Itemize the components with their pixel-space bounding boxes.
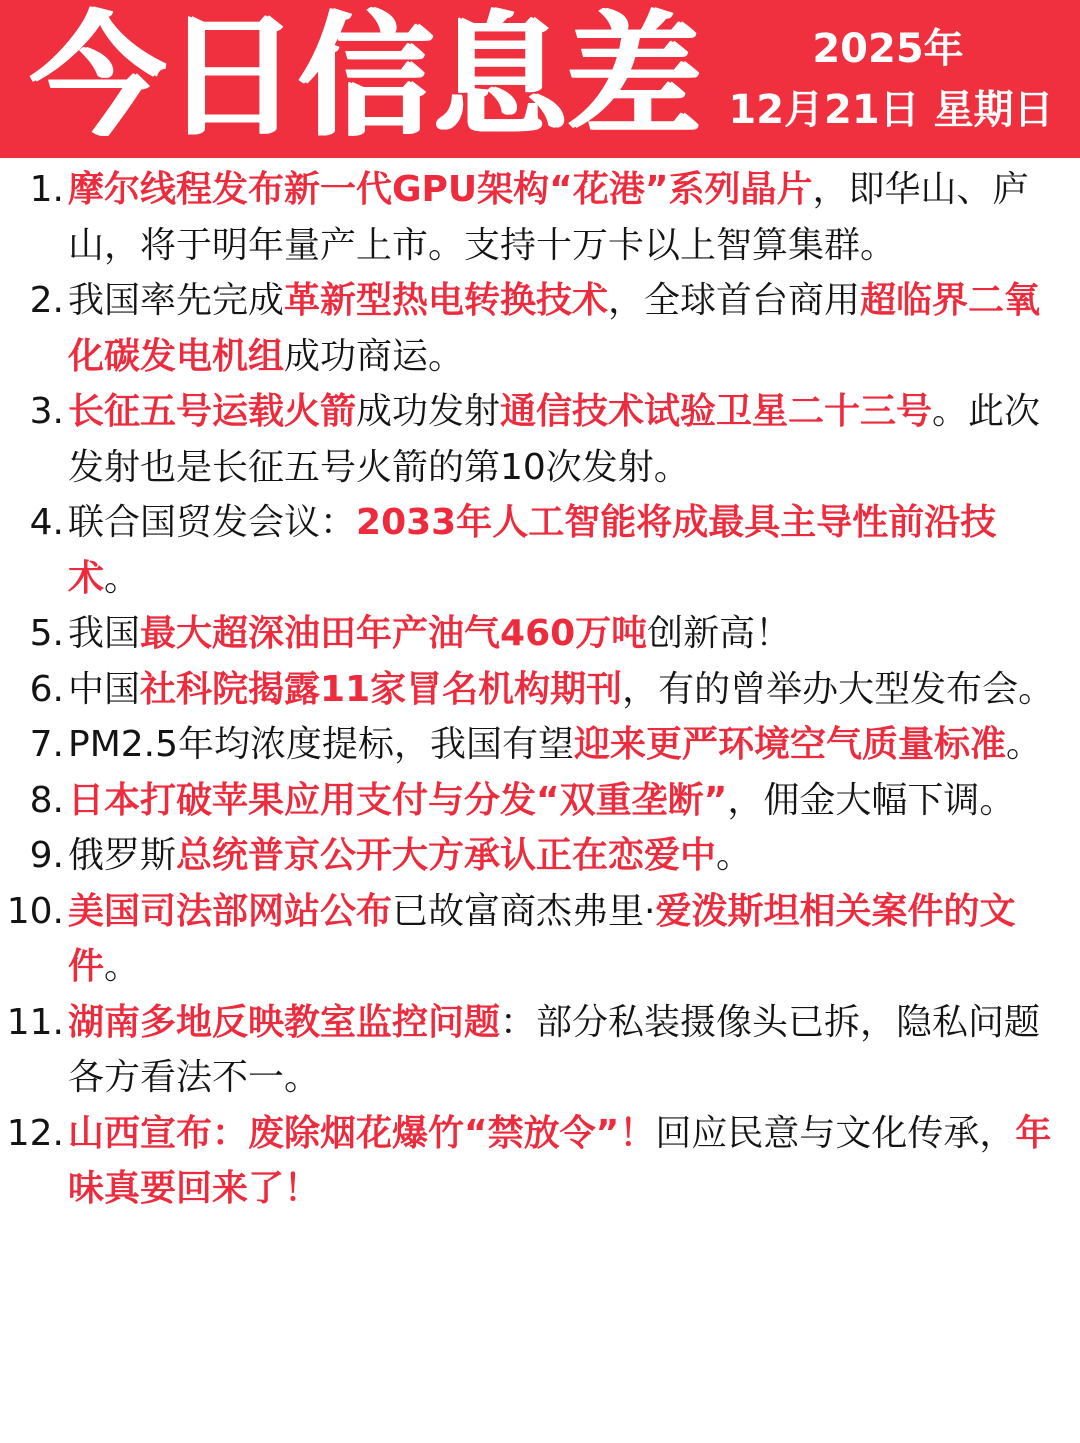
news-item-text xyxy=(68,773,1064,829)
news-item xyxy=(0,884,1080,995)
news-item xyxy=(0,828,1080,884)
news-item-number: 1. xyxy=(29,169,64,210)
highlighted-text: 美国司法部网站公布 xyxy=(68,890,393,932)
highlighted-text: 2033年人工智能将成最具主导性前沿技术 xyxy=(68,502,997,599)
news-item-text xyxy=(68,495,1064,606)
news-item-number: 6. xyxy=(29,668,64,710)
news-item-number: 7. xyxy=(29,724,64,765)
news-item-number: 3. xyxy=(29,391,64,432)
header-date: 12月21日 星期日 xyxy=(728,87,1054,133)
highlighted-text: 年味真要回来了！ xyxy=(68,1112,1052,1209)
news-item xyxy=(0,162,1080,273)
highlighted-text: 山西宣布：废除烟花爆竹“禁放令”！ xyxy=(68,1112,656,1154)
news-item xyxy=(0,662,1080,718)
news-item-number: 4. xyxy=(29,502,64,543)
body-text: ：部分私装摄像头已拆，隐私问题各方看法不一。 xyxy=(68,1001,1041,1098)
news-item xyxy=(0,384,1080,495)
highlighted-text: 超临界二氧化碳发电机组 xyxy=(68,280,1041,377)
news-item-text xyxy=(68,717,1064,773)
news-item xyxy=(0,1106,1080,1217)
body-text: 成功商运。 xyxy=(284,335,465,377)
body-text: 已故富商杰弗里· xyxy=(392,890,656,932)
highlighted-text: 通信技术试验卫星二十三号 xyxy=(500,391,933,432)
news-item-number: 9. xyxy=(29,835,64,876)
body-text: 。此次发射也是长征五号火箭的第10次发射。 xyxy=(68,391,1041,488)
body-text: 我国 xyxy=(68,613,141,654)
news-item xyxy=(0,273,1080,384)
news-item-number: 2. xyxy=(29,280,64,321)
news-item-text xyxy=(68,384,1064,495)
highlighted-text: 长征五号运载火箭 xyxy=(68,391,357,432)
news-item xyxy=(0,717,1080,773)
body-text: 联合国贸发会议： xyxy=(68,502,357,543)
news-item-number: 8. xyxy=(29,779,64,821)
body-text: 成功发射 xyxy=(356,391,501,432)
news-item-number: 12. xyxy=(6,1112,64,1154)
news-item-text xyxy=(68,884,1064,995)
news-item-number: 10. xyxy=(6,890,64,932)
highlighted-text: 迎来更严环境空气质量标准 xyxy=(574,724,1007,765)
news-item-number: 5. xyxy=(29,613,64,654)
news-item-text xyxy=(68,662,1064,718)
body-text: 我国率先完成 xyxy=(68,280,285,321)
body-text: ，佣金大幅下调。 xyxy=(727,779,1016,821)
highlighted-text: 最大超深油田年产油气460万吨 xyxy=(140,613,648,654)
news-item-text xyxy=(68,1106,1064,1217)
news-item-text xyxy=(68,162,1064,273)
news-item-text xyxy=(68,828,1064,884)
highlighted-text: 日本打破苹果应用支付与分发“双重垄断” xyxy=(68,779,728,821)
body-text: 。 xyxy=(716,835,753,876)
news-item-text xyxy=(68,606,1064,662)
header-year: 2025年 xyxy=(812,26,964,72)
body-text: 。 xyxy=(1006,724,1043,765)
header-banner xyxy=(0,0,1080,158)
page-title: 今日信息差 xyxy=(30,0,701,155)
news-item xyxy=(0,495,1080,606)
highlighted-text: 总统普京公开大方承认正在恋爱中 xyxy=(176,835,717,876)
body-text: 中国 xyxy=(68,668,141,710)
news-item-text xyxy=(68,273,1064,384)
body-text: PM2.5年均浓度提标，我国有望 xyxy=(68,724,575,765)
body-text: 。 xyxy=(104,946,141,987)
highlighted-text: 社科院揭露11家冒名机构期刊 xyxy=(140,668,623,710)
highlighted-text: 摩尔线程发布新一代GPU架构“花港”系列晶片 xyxy=(68,169,813,210)
body-text: ，有的曾举办大型发布会。 xyxy=(622,668,1055,710)
highlighted-text: 爱泼斯坦相关案件的文件 xyxy=(68,890,1016,987)
news-item xyxy=(0,606,1080,662)
body-text: 。 xyxy=(104,557,141,599)
highlighted-text: 革新型热电转换技术 xyxy=(284,280,609,321)
highlighted-text: 湖南多地反映教室监控问题 xyxy=(68,1001,501,1043)
body-text: 创新高！ xyxy=(647,613,792,654)
news-list xyxy=(0,162,1080,1217)
body-text: 回应民意与文化传承， xyxy=(655,1112,1016,1154)
news-item xyxy=(0,995,1080,1106)
body-text: 俄罗斯 xyxy=(68,835,177,876)
news-item-number: 11. xyxy=(6,1001,64,1043)
news-item-text xyxy=(68,995,1064,1106)
body-text: ，即华山、庐山，将于明年量产上市。支持十万卡以上智算集群。 xyxy=(68,169,1029,266)
body-text: ，全球首台商用 xyxy=(608,280,861,321)
news-item xyxy=(0,773,1080,829)
